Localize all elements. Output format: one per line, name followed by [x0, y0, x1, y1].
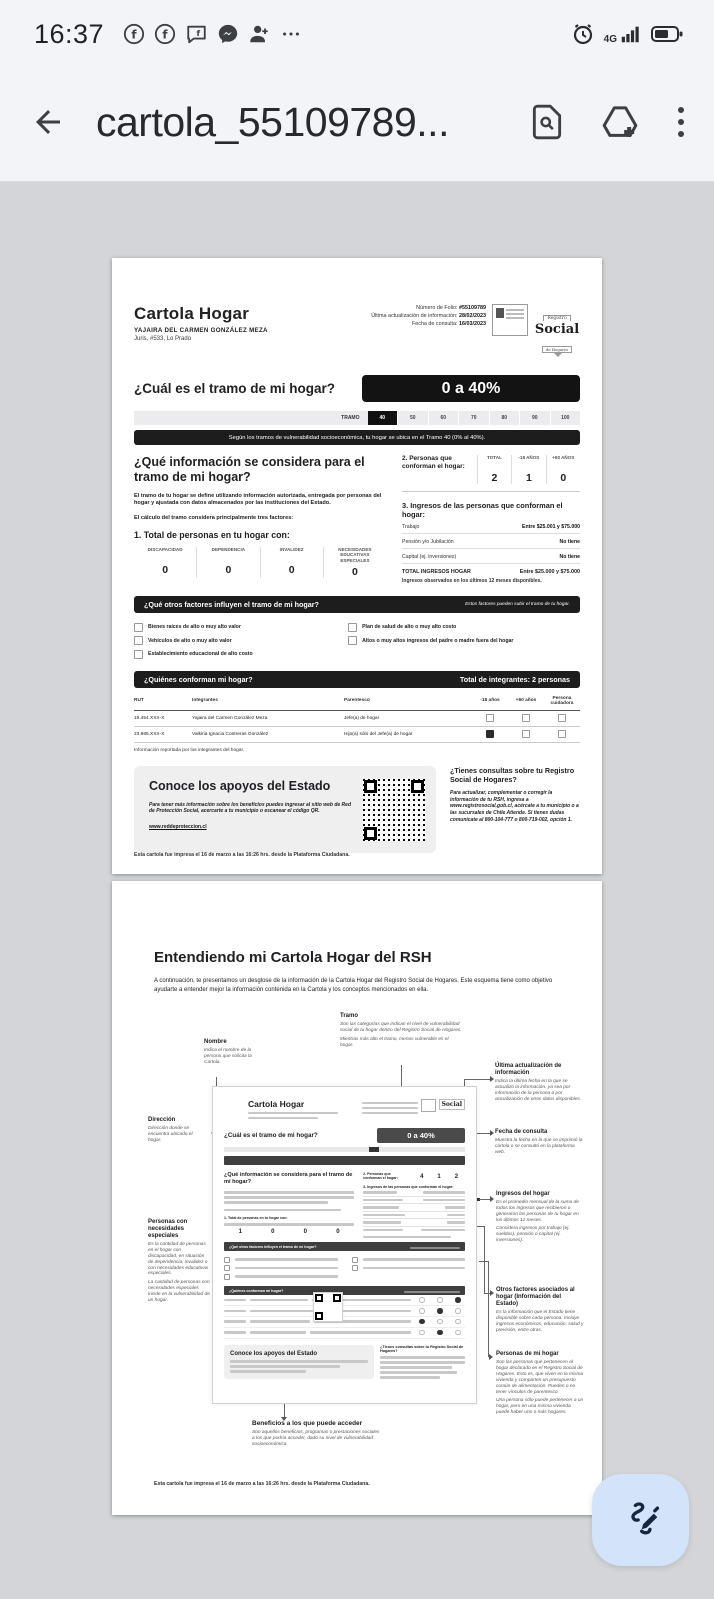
document-title: cartola_55109789... — [96, 98, 449, 145]
tramo-scale-label: TRAMO — [341, 415, 360, 421]
tramo-cell: 100 — [550, 411, 581, 425]
mini-tramo-question: ¿Cuál es el tramo de mi hogar? — [224, 1132, 318, 1139]
connector-arrow — [281, 1417, 287, 1424]
factor-item: Establecimiento educacional de alto costo — [134, 650, 348, 659]
find-in-page-icon[interactable] — [528, 103, 566, 141]
persons-over60: 0 — [560, 472, 567, 484]
mini-questions-title: ¿Tienes consultas sobre tu Registro Social de Hogares? — [380, 1344, 464, 1354]
tramo-cell: 50 — [397, 411, 428, 425]
persons-under18: 1 — [525, 472, 532, 484]
annotation-nombre: Nombre Indica el nombre de la persona que solicita la Cartola. — [204, 1039, 252, 1066]
alarm-icon — [571, 22, 595, 46]
connector-line — [479, 1261, 488, 1262]
info-paragraph: El tramo de tu hogar se define utilizando información autorizada, entregada por personas del hogar y ajustada con datos almacenados por las instituciones del Estado. — [134, 493, 382, 507]
checkbox-unchecked-icon — [134, 623, 143, 632]
mini-income-heading: 3. Ingresos de las personas que conforman el hogar: — [363, 1185, 454, 1189]
mini-factor1-title: 1. Total de personas en tu hogar con: — [224, 1216, 288, 1220]
consult-date: 16/03/2023 — [459, 321, 486, 327]
table-row: 19.454.XXX-X Yajaira del Carmen González Meza Jefe(a) de hogar — [134, 711, 580, 727]
more-icon — [280, 23, 302, 45]
factor-item: Altos o muy altos ingresos del padre o madre fuera del hogar — [348, 636, 580, 645]
mini-qr-code — [313, 1292, 343, 1322]
connector-arrow — [490, 1130, 497, 1136]
connector-arrow — [489, 1354, 496, 1360]
factor-item: Bienes raíces de alto o muy alto valor — [134, 623, 348, 632]
signal-icon — [604, 23, 641, 45]
svg-text:f: f — [131, 27, 137, 42]
page1-footer: Esta cartola fue impresa el 16 de marzo a las 16:26 hrs. desde la Plataforma Ciudadana. — [134, 852, 350, 858]
page2-intro: A continuación, te presentamos un desglose de la información de la Cartola Hogar del Registro Social de Hogares. Este esquema tiene como objetivo ayudarte a entender mejor la información contenida en la Cartola y los conceptos mencionados en ella. — [154, 978, 553, 993]
info-heading: ¿Qué información se considera para el tramo de mi hogar? — [134, 455, 365, 484]
pdf-page-2 — [112, 881, 602, 1515]
checkbox-unchecked-icon — [558, 714, 566, 722]
tramo-cell: 90 — [519, 411, 550, 425]
income-row: Capital (ej. inversiones) No tiene — [402, 549, 580, 564]
annotation-beneficios: Beneficios a los que puede acceder Son aquellos beneficios, programas o prestaciones sociales a los que podría acceder, dado su nivel de vulnerabilidad socioeconómica. — [252, 1420, 380, 1448]
table-row: 23.985.XXX-X Valkiria Ignacia Contreras González Hijo(a) sólo del Jefe(a) de hogar — [134, 727, 580, 743]
pdf-page-1 — [112, 258, 602, 874]
members-table — [134, 692, 580, 743]
mini-support-box: Conoce los apoyos del Estado — [224, 1345, 374, 1379]
table-note: Información reportada por los integrantes del hogar. — [134, 747, 245, 753]
mini-title: Cartola Hogar — [248, 1099, 305, 1109]
mini-members-bar: ¿Quiénes conforman mi hogar? — [224, 1286, 465, 1295]
special-needs-value: 0 — [351, 566, 358, 579]
signature-pen-icon — [620, 1497, 662, 1544]
mini-members-table — [224, 1295, 465, 1339]
connector-arrow — [490, 1290, 497, 1296]
special-needs-value: 0 — [288, 563, 295, 576]
network-type-label: 4G — [603, 34, 617, 45]
tramo-cell: 70 — [458, 411, 489, 425]
support-link[interactable]: www.reddeproteccion.cl — [149, 824, 207, 830]
connector-line — [479, 1199, 490, 1200]
tramo-cell: 60 — [428, 411, 459, 425]
table-header-row: RUT Integrantes Parentesco -18 años +60 años Persona cuidadora — [134, 692, 580, 711]
update-date: 28/02/2023 — [459, 313, 486, 319]
checkbox-unchecked-icon — [486, 714, 494, 722]
battery-icon — [650, 23, 684, 45]
svg-text:f: f — [162, 27, 168, 42]
holder-name: YAJAIRA DEL CARMEN GONZÁLEZ MEZA — [134, 327, 268, 334]
annotation-ultima-actualizacion: Última actualización de información Indica la última fecha en la que se actualizó la información, ya sea por información de la persona o por actualización de otros datos disponibles. — [495, 1063, 582, 1102]
checkbox-unchecked-icon — [134, 650, 143, 659]
mini-note-bar — [224, 1156, 465, 1165]
connector-arrow — [490, 1196, 497, 1202]
mini-special-needs-values: 1 0 0 0 — [238, 1228, 340, 1235]
checkbox-unchecked-icon — [558, 730, 566, 738]
members-section-bar: ¿Quiénes conforman mi hogar? Total de integrantes: 2 personas — [134, 671, 580, 688]
connector-arrow — [490, 1076, 497, 1082]
tramo-question: ¿Cuál es el tramo de mi hogar? — [134, 381, 336, 396]
income-note: Ingresos observados en los últimos 12 meses disponibles. — [402, 578, 542, 584]
tramo-note-bar: Según los tramos de vulnerabilidad socioeconómica, tu hogar se ubica en el Tramo 40 (0% al 40%). — [134, 430, 580, 445]
checkbox-checked-icon — [486, 730, 494, 738]
overflow-menu-icon[interactable] — [674, 103, 688, 141]
connector-line — [464, 1079, 490, 1080]
page2-title: Entendiendo mi Cartola Hogar del RSH — [154, 949, 432, 966]
checkbox-unchecked-icon — [348, 636, 357, 645]
factors-checklist — [134, 618, 580, 663]
status-bar — [0, 0, 714, 62]
annotation-tramo: Tramo Son las categorías que indican el nivel de vulnerabilidad social de tu hogar dentro del Registro Social de Hogares. Mientras más alto el tramo, menos vulnerable es el hogar. — [340, 1013, 462, 1048]
mini-cartola-diagram — [212, 1086, 477, 1404]
chat-bubble-icon — [185, 23, 208, 45]
annotation-otros-factores: Otros factores asociados al hogar (Información del Estado) Es la información que el Estado tiene disponible sobre cada persona. Incluye ingresos económicos, educación, salud y previsión, entre otras. — [496, 1287, 584, 1333]
checkbox-unchecked-icon — [224, 1265, 230, 1271]
connector-line — [488, 1261, 489, 1357]
checkbox-unchecked-icon — [224, 1274, 230, 1280]
income-heading: 3. Ingresos de las personas que conforman el hogar: — [402, 501, 563, 519]
annotate-fab[interactable] — [592, 1474, 689, 1566]
page-title: Cartola Hogar — [134, 304, 250, 323]
checkbox-unchecked-icon — [522, 730, 530, 738]
special-needs-value: 0 — [162, 563, 169, 576]
household-persons: 2. Personas que conforman el hogar: TOTAL 2 -18 AÑOS 1 +60 AÑOS 0 — [402, 455, 580, 492]
special-needs-grid: DISCAPACIDAD 0 DEPENDENCIA 0 INVALIDEZ 0 NECESIDADES EDUCATIVAS ESPECIALES 0 — [134, 547, 386, 578]
annotation-direccion: Dirección Dirección donde se encuentra ubicado el hogar. — [148, 1117, 193, 1144]
support-text: Para tener más información sobre los beneficios puedes ingresar al sitio web de Red de Protección Social, acercarte a tu municipio o escanear el código QR. — [149, 801, 352, 815]
info-paragraph-2: El cálculo del tramo considera principalmente tres factores: — [134, 514, 294, 521]
factor-item: Vehículos de alto o muy alto valor — [134, 636, 348, 645]
mini-persons-heading: 2. Personas que conforman el hogar: — [363, 1172, 398, 1180]
mini-tramo-scale — [224, 1147, 465, 1152]
factor-item: Plan de salud de alto o muy alto costo — [348, 623, 580, 632]
facebook-icon — [123, 23, 145, 45]
cartola-header — [134, 304, 268, 342]
members-total: Total de integrantes: 2 personas — [459, 675, 570, 684]
checkbox-unchecked-icon — [352, 1257, 358, 1263]
tramo-scale — [134, 411, 580, 425]
income-row: Pensión y/o Jubilación No tiene — [402, 534, 580, 549]
clock-time: 16:37 — [34, 18, 105, 49]
svg-text:f: f — [196, 27, 201, 38]
annotation-ingresos: Ingresos del hogar Es el promedio mensual de la suma de todos los ingresos que recibieron o generaron las personas de tu hogar en los últimos 12 meses. Considera ingresos por trabajo (ej. sueldos), pensión o capital (ej. inversiones). — [496, 1191, 579, 1244]
mini-factors-bar: ¿Qué otros factores influyen el tramo de mi hogar? — [224, 1242, 465, 1251]
facebook-icon — [154, 23, 176, 45]
holder-address: Juris, #533, Lo Prado — [134, 336, 192, 342]
mini-registro-social-badge: Social — [439, 1099, 465, 1110]
factors-section-bar: ¿Qué otros factores influyen el tramo de mi hogar? Estos factores pueden subir el tramo de tu hogar. — [134, 596, 580, 613]
back-arrow-icon[interactable] — [30, 104, 66, 140]
tramo-value-box: 0 a 40% — [362, 375, 580, 402]
annotation-fecha-consulta: Fecha de consulta Muestra la fecha en la que se imprimió la cartola o se consultó en la plataforma web. — [495, 1129, 583, 1156]
checkbox-unchecked-icon — [224, 1257, 230, 1263]
checkbox-unchecked-icon — [522, 714, 530, 722]
annotation-necesidades-especiales: Personas con necesidades especiales Es la cantidad de personas en el hogar con discapacidad, en situación de dependencia, invalidez o con necesidades educativas especiales. La cantidad de personas con necesidades especiales incide en la vulnerabilidad de un hogar. — [148, 1219, 210, 1303]
mini-tramo-value: 0 a 40% — [377, 1128, 465, 1143]
government-logo — [492, 304, 528, 336]
income-total-row: TOTAL INGRESOS HOGAR Entre $25.000 y $75.000 — [402, 569, 580, 575]
folio-block: Número de Folio: #55109789 Última actualización de información: 28/02/2023 Fecha de consulta: 16/03/2023 — [371, 305, 486, 327]
registro-social-badge: Registro Social de Hogares — [534, 304, 580, 355]
add-to-drive-icon[interactable] — [600, 102, 640, 142]
messenger-icon — [217, 23, 239, 45]
connector-line — [484, 1226, 485, 1294]
person-add-icon — [248, 23, 271, 45]
persons-total: 2 — [491, 472, 498, 484]
page2-footer: Esta cartola fue impresa el 16 de marzo a las 16:26 hrs. desde la Plataforma Ciudadana. — [154, 1481, 370, 1487]
mini-info-heading: ¿Qué información se considera para el tramo de mi hogar? — [224, 1172, 353, 1185]
factor1-title: 1. Total de personas en tu hogar con: — [134, 529, 290, 540]
tramo-cell-active: 40 — [368, 411, 398, 425]
income-row: Trabajo Entre $25.001 y $75.000 — [402, 519, 580, 534]
qr-code — [363, 779, 425, 841]
questions-box: ¿Tienes consultas sobre tu Registro Social de Hogares? Para actualizar, complementar o corregir la información de tu RSH, ingresa a www.registrosocial.gob.cl, acércate a tu municipio o a las sucursales de Chile Atiende. Si tienes dudas comunícate al 800-104-777 o 800-719-002, opción 1. — [450, 765, 579, 823]
checkbox-unchecked-icon — [134, 636, 143, 645]
mini-persons-values: 4 1 2 — [420, 1174, 459, 1180]
tramo-cell: 80 — [489, 411, 520, 425]
top-bars — [0, 0, 714, 182]
special-needs-value: 0 — [225, 563, 232, 576]
support-title: Conoce los apoyos del Estado — [149, 778, 331, 793]
annotation-personas-hogar: Personas de mi hogar Son las personas que pertenecen al hogar declarado en el Registro Social de Hogares. Esto es, que viven en la misma vivienda y comparten un presupuesto común de alimentación. Pueden o no tener vínculos de parentesco. Una persona sólo puede pertenecer a un hogar, pero en una misma vivienda puede haber uno o más hogares. — [496, 1351, 584, 1416]
support-box — [134, 766, 436, 853]
mini-government-logo — [421, 1099, 436, 1112]
checkbox-unchecked-icon — [352, 1265, 358, 1271]
app-bar — [0, 62, 714, 182]
checkbox-unchecked-icon — [348, 623, 357, 632]
folio-number: #55109789 — [459, 305, 486, 311]
